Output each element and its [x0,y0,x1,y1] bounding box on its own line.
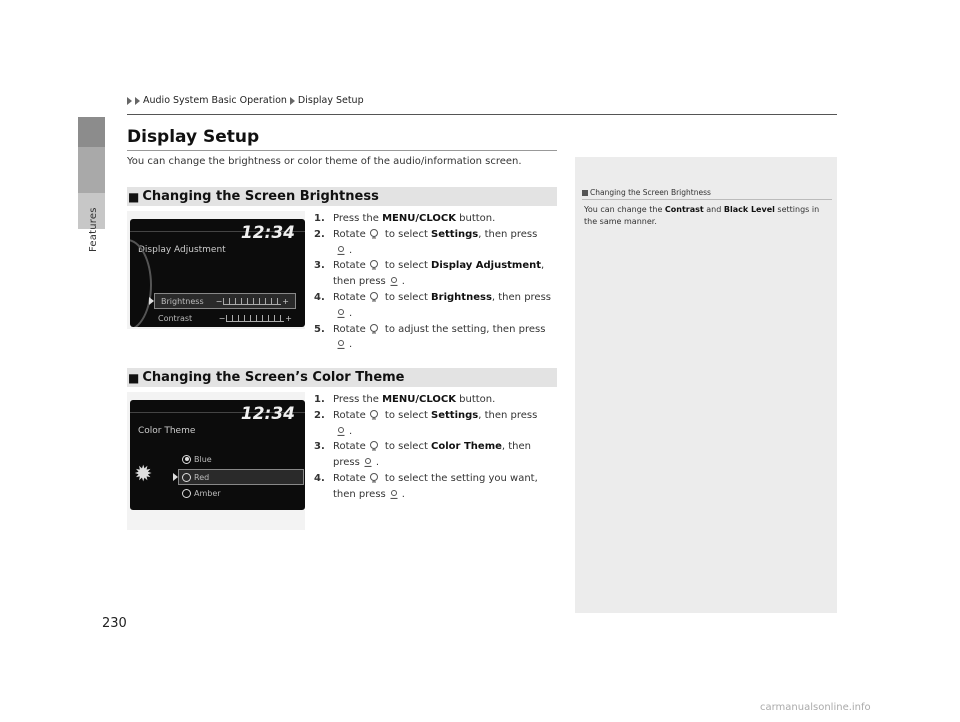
breadcrumb-item-current: Display Setup [297,95,364,106]
screen-title: Display Adjustment [138,245,226,255]
step-item: 3. Rotate to select Color Theme, then press . [314,441,532,469]
press-knob-icon [389,276,399,286]
breadcrumb [127,95,364,106]
radio-icon [182,489,191,498]
section-label: Features [88,207,99,252]
step-item: 4. Rotate to select Brightness, then press . [314,291,552,319]
selector-knob-icon [369,292,379,302]
selector-knob-icon [369,441,379,451]
step-item: 1. Press the MENU/CLOCK button. [314,394,496,405]
breadcrumb-arrow-icon [290,97,295,105]
step-item: 3. Rotate to select Display Adjustment, then press . [314,260,545,288]
section-tab [78,117,105,147]
radio-icon [182,473,191,482]
color-theme-section-header [127,368,557,387]
selector-knob-icon [369,473,379,483]
note-text: You can change the Contrast and Black Level settings in the same manner. [584,205,820,226]
selector-knob-icon [369,324,379,334]
note-header: Changing the Screen Brightness [582,188,711,197]
title-divider [127,150,557,151]
page-title: Display Setup [127,127,260,147]
breadcrumb-item[interactable]: Audio System Basic Operation [143,95,287,106]
gear-icon: ✹ [134,462,153,487]
note-marker-icon [582,190,588,196]
screen-title: Color Theme [138,426,196,436]
screen-clock: 12:34 [240,223,295,243]
screen-row-blue: Blue [182,452,300,466]
screen-row-red: Red [178,469,304,485]
color-theme-steps [314,392,564,503]
screen-row-amber: Amber [182,486,300,500]
intro-text: You can change the brightness or color theme of the audio/information screen. [127,156,522,167]
header-divider [127,114,837,115]
step-item: 1. Press the MENU/CLOCK button. [314,213,496,224]
selector-knob-icon [369,229,379,239]
press-knob-icon [336,339,346,349]
step-item: 2. Rotate to select Settings, then press . [314,409,538,437]
brightness-steps [314,211,564,353]
screen-row-brightness: Brightness − + [154,293,296,309]
press-knob-icon [389,489,399,499]
selector-knob-icon [369,260,379,270]
brightness-section-header [127,187,557,206]
selector-knob-icon [369,410,379,420]
color-theme-screen-image [127,392,305,530]
square-bullet-icon: ■ [128,370,140,385]
watermark: carmanualsonline.info [760,702,871,713]
step-item: 4. Rotate to select the setting you want, then press . [314,472,538,500]
breadcrumb-arrow-icon [127,97,132,105]
page-number: 230 [102,616,127,631]
color-theme-section-title: Changing the Screen’s Color Theme [142,370,405,385]
breadcrumb-arrow-icon [135,97,140,105]
step-item: 5. Rotate to adjust the setting, then press . [314,323,546,351]
press-knob-icon [363,457,373,467]
step-item: 2. Rotate to select Settings, then press . [314,228,538,256]
brightness-section-title: Changing the Screen Brightness [142,189,379,204]
section-tab-mid [78,147,105,193]
press-knob-icon [336,245,346,255]
square-bullet-icon: ■ [128,189,140,204]
screen-clock: 12:34 [240,404,295,424]
press-knob-icon [336,426,346,436]
press-knob-icon [336,308,346,318]
note-divider [582,199,832,200]
brightness-screen-image [127,211,305,329]
screen-row-contrast: Contrast − + [158,313,292,323]
radio-selected-icon [182,455,191,464]
